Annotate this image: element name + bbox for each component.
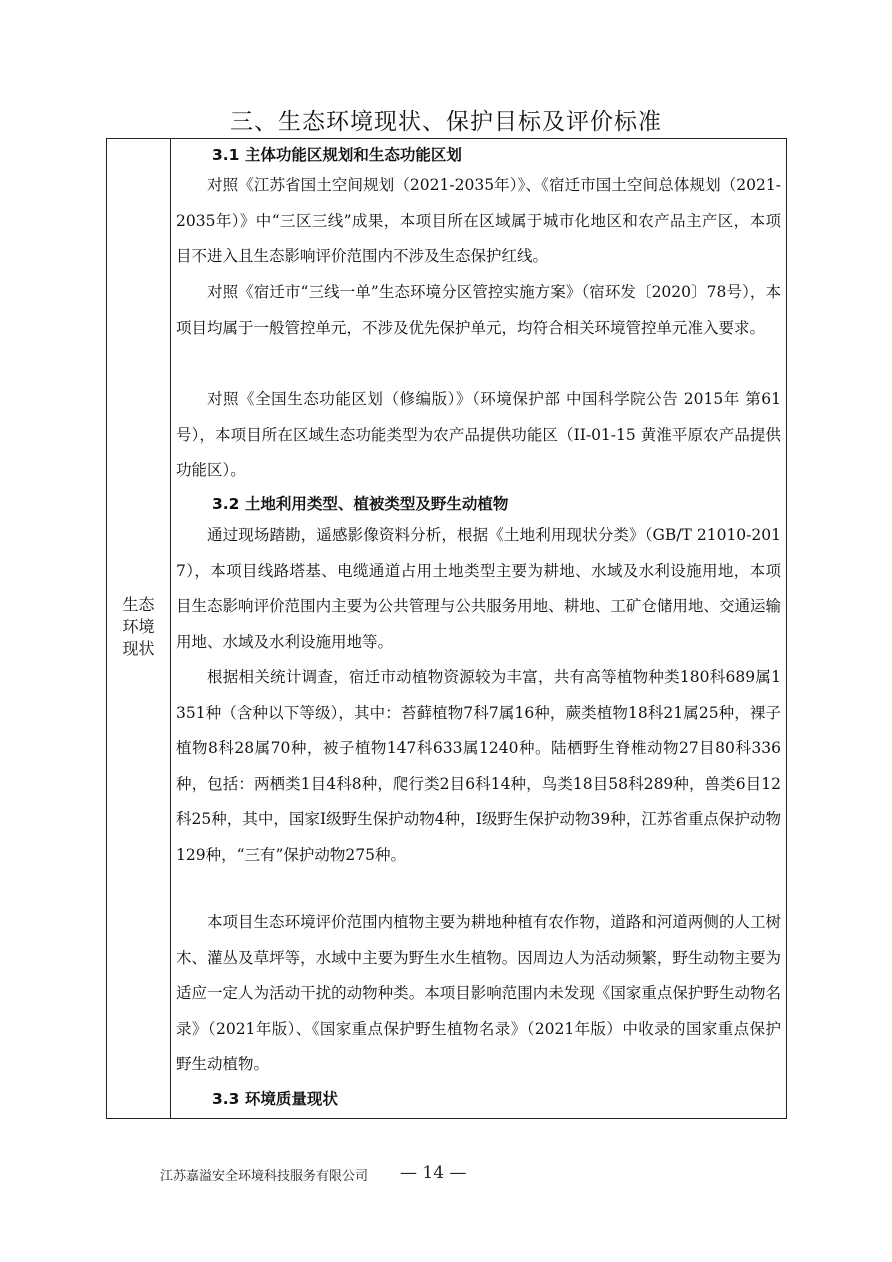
paragraph-2: 对照《宿迁市“三线一单”生态环境分区管控实施方案》（宿环发〔2020〕78号），本项目均属于一般管控单元，不涉及优先保护单元，均符合相关环境管控单元准入要求。 <box>176 283 781 337</box>
paragraph-3: 对照《全国生态功能区划（修编版）》（环境保护部 中国科学院公告 2015年 第61号），本项目所在区域生态功能类型为农产品提供功能区（II-01-15 黄淮平原农产品提供功能区）。 <box>176 390 781 479</box>
section-heading-3-3: 3.3 环境质量现状 <box>212 1090 338 1108</box>
paragraph-5: 根据相关统计调查，宿迁市动植物资源较为丰富，共有高等植物种类180科689属1351种（含种以下等级），其中：苔藓植物7科7属16种，蕨类植物18科21属25种，裸子植物8科28属70种，被子植物147科633属1240种。陆栖野生脊椎动物27目80科336种，包括：两栖类1目4科8种，爬行类2目6科14种，鸟类18目58科289种，兽类6目12科25种，其中，国家I级野生保护动物4种，I级野生保护动物39种，江苏省重点保护动物129种，“三有”保护动物275种。 <box>176 668 781 864</box>
paragraph-6: 本项目生态环境评价范围内植物主要为耕地种植有农作物，道路和河道两侧的人工树木、灌丛及草坪等，水域中主要为野生水生植物。因周边人为活动频繁，野生动物主要为适应一定人为活动干扰的动物种类。本项目影响范围内未发现《国家重点保护野生动物名录》（2021年版）、《国家重点保护野生植物名录》（2021年版）中收录的国家重点保护野生动植物。 <box>176 913 781 1073</box>
paragraph-4: 通过现场踏勘，遥感影像资料分析，根据《土地利用现状分类》（GB/T 21010-2017），本项目线路塔基、电缆通道占用土地类型主要为耕地、水域及水利设施用地，本项目生态影响评价范围内主要为公共管理与公共服务用地、耕地、工矿仓储用地、交通运输用地、水域及水利设施用地等。 <box>176 526 781 651</box>
section-heading-3-1: 3.1 主体功能区规划和生态功能区划 <box>212 146 462 164</box>
page-number: — 14 — <box>400 1163 467 1183</box>
footer-company: 江苏嘉溢安全环境科技服务有限公司 <box>160 1169 369 1184</box>
page-title: 三、生态环境现状、保护目标及评价标准 <box>230 109 662 135</box>
row-label: 生态环境现状 <box>122 595 155 658</box>
content-table <box>106 138 787 1119</box>
paragraph-1: 对照《江苏省国土空间规划（2021-2035年）》、《宿迁市国土空间总体规划（2021-2035年）》中“三区三线”成果，本项目所在区域属于城市化地区和农产品主产区，本项目不进入且生态影响评价范围内不涉及生态保护红线。 <box>176 176 781 265</box>
row-label-cell <box>107 139 171 1118</box>
section-heading-3-2: 3.2 土地利用类型、植被类型及野生动植物 <box>212 495 509 513</box>
